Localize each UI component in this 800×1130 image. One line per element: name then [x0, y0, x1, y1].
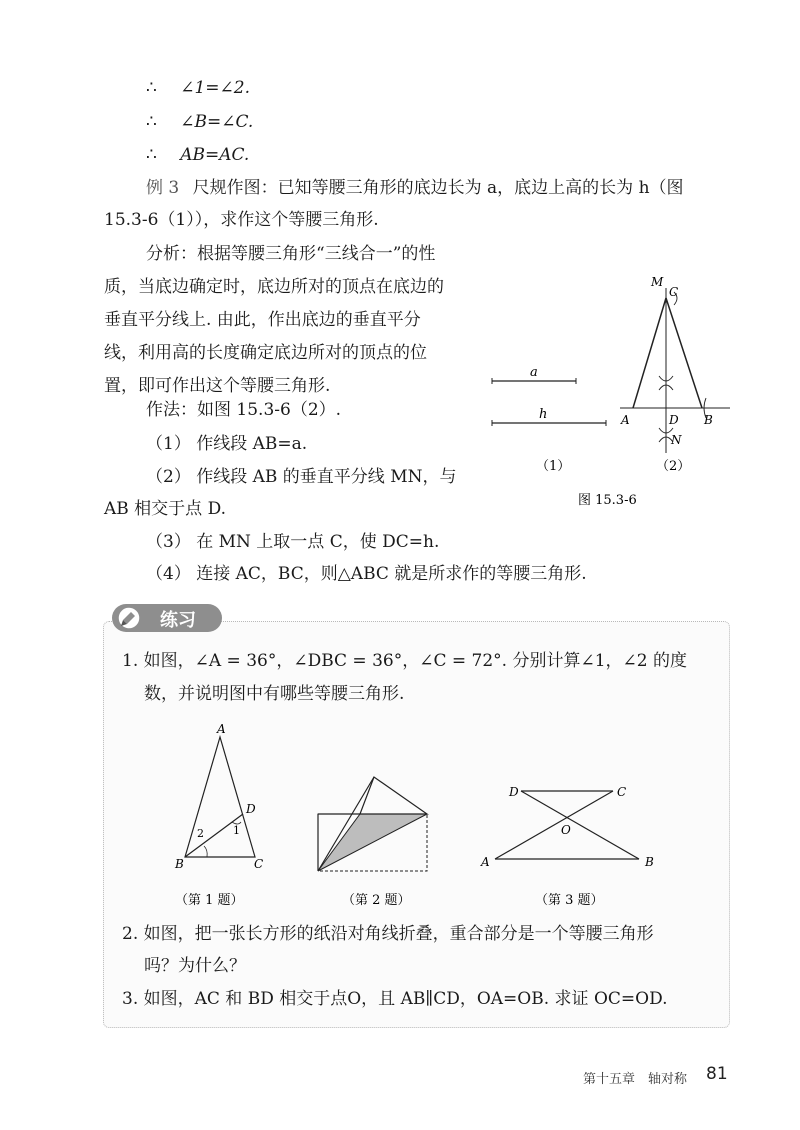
point-label-d: D	[669, 413, 679, 427]
exercise-q2-line2: 吗？为什么？	[144, 956, 246, 976]
therefore-symbol: ∴	[146, 112, 157, 132]
angle-label-1: 1	[233, 824, 240, 837]
point-label-c: C	[254, 857, 264, 871]
footer-chapter: 第十五章 轴对称	[583, 1072, 688, 1087]
analysis-block	[104, 238, 484, 403]
point-label-b: B	[645, 855, 654, 869]
figure-subcaption-1: （1）	[536, 459, 571, 474]
exercise-q1-line2: 数，并说明图中有哪些等腰三角形.	[144, 684, 405, 704]
method-step-2: （2） 作线段 AB 的垂直平分线 MN，与	[146, 467, 457, 487]
exercise-q3: 3. 如图，AC 和 BD 相交于点O，且 AB∥CD，OA=OB. 求证 OC=OD.	[122, 989, 668, 1009]
segment-ac	[495, 791, 613, 859]
proof-line-2	[146, 114, 253, 131]
segment-bd	[521, 791, 639, 859]
method-step-2-cont: AB 相交于点 D.	[104, 499, 227, 519]
segment-a-label: a	[530, 365, 538, 380]
proof-statement: AB=AC.	[180, 145, 250, 165]
proof-line-1	[146, 80, 250, 97]
method-step-3: （3） 在 MN 上取一点 C，使 DC=h.	[146, 532, 440, 552]
example-statement-text: 尺规作图：已知等腰三角形的底边长为 a，底边上高的长为 h（图	[192, 178, 684, 198]
point-label-a: A	[621, 413, 630, 427]
proof-statement: ∠1=∠2.	[180, 78, 251, 98]
proof-statement: ∠B=∠C.	[180, 112, 254, 132]
example-label: 例 3	[146, 178, 180, 198]
figure-2-caption: （第 2 题）	[342, 893, 411, 908]
pencil-icon	[116, 605, 148, 631]
therefore-symbol: ∴	[146, 78, 157, 98]
example-statement-line-2: 15.3-6（1）），求作这个等腰三角形.	[104, 210, 379, 230]
point-label-c: C	[669, 285, 679, 299]
point-label-a: A	[217, 722, 226, 736]
angle-label-2: 2	[197, 827, 204, 840]
page-number: 81	[706, 1064, 728, 1084]
proof-line-3	[146, 147, 249, 164]
analysis-line: 置，即可作出这个等腰三角形.	[104, 376, 331, 396]
side-ac	[633, 298, 666, 408]
analysis-line: 线，利用高的长度确定底边所对的顶点的位	[104, 343, 427, 363]
method-title: 作法：如图 15.3-6（2）.	[146, 400, 342, 420]
example-statement-line-1	[146, 180, 684, 197]
segment-h-label: h	[539, 407, 548, 422]
point-label-b: B	[704, 413, 713, 427]
exercise-figure-3	[475, 770, 675, 910]
point-label-d: D	[509, 785, 519, 799]
method-step-1: （1） 作线段 AB=a.	[146, 434, 308, 454]
analysis-line: 垂直平分线上. 由此，作出底边的垂直平分	[104, 310, 421, 330]
figure-caption: 图 15.3-6	[578, 493, 637, 508]
angle-mark-2	[204, 846, 207, 857]
point-label-n: N	[671, 433, 682, 447]
figure-subcaption-2: （2）	[656, 459, 691, 474]
exercise-q2-line1: 2. 如图，把一张长方形的纸沿对角线折叠，重合部分是一个等腰三角形	[122, 924, 654, 944]
point-label-c: C	[617, 785, 627, 799]
side-bc	[666, 298, 702, 408]
point-label-o: O	[561, 823, 571, 837]
method-step-4: （4） 连接 AC，BC，则△ABC 就是所求作的等腰三角形.	[146, 564, 587, 584]
analysis-line: 质，当底边确定时，底边所对的顶点在底边的	[104, 277, 444, 297]
exercise-q1-line1: 1. 如图，∠A = 36°，∠DBC = 36°，∠C = 72°. 分别计算∠1，∠2 的度	[122, 651, 687, 671]
point-label-b: B	[175, 857, 184, 871]
figure-15-3-6	[480, 268, 740, 518]
point-label-a: A	[481, 855, 490, 869]
exercise-figure-1	[170, 722, 280, 912]
exercise-figure-2	[312, 722, 437, 912]
therefore-symbol: ∴	[146, 145, 157, 165]
point-label-m: M	[651, 275, 664, 289]
exercise-title: 练习	[160, 610, 196, 631]
figure-3-caption: （第 3 题）	[535, 893, 604, 908]
point-label-d: D	[246, 802, 256, 816]
analysis-line: 分析：根据等腰三角形“三线合一”的性	[146, 244, 436, 264]
triangle-abc	[185, 737, 255, 857]
figure-1-caption: （第 1 题）	[175, 893, 244, 908]
